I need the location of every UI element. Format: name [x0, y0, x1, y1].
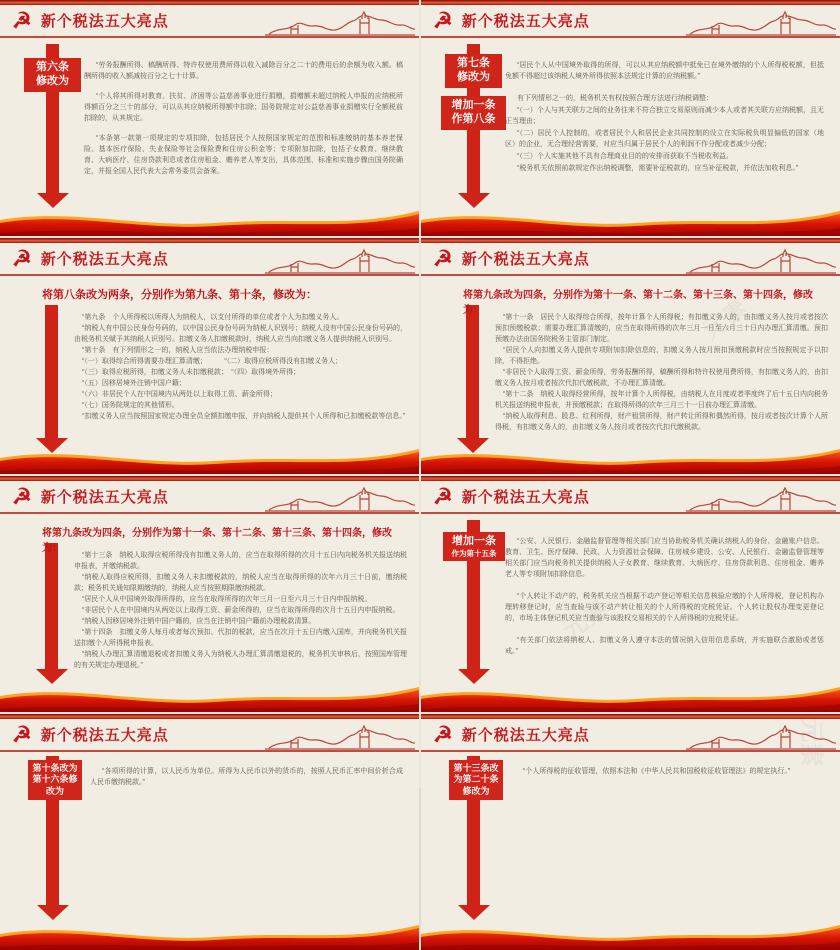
body-paragraph: “居民个人向扣缴义务人提供专项附加扣除信息的，扣缴义务人按月预扣预缴税款时应当按照规定予以扣除，不得拒绝。: [495, 347, 828, 365]
amendment-heading: 将第八条改为两条，分别作为第九条、第十条，修改为：: [42, 289, 317, 301]
party-emblem-icon: ☭: [12, 245, 32, 271]
body-paragraph: “个人将其所得对教育、扶贫、济困等公益慈善事业进行捐赠，捐赠额未超过纳税人申报的应纳税所得额百分之三十的部分，可以从其应纳税所得额中扣除；国务院规定对公益慈善事业捐赠实行全额税前扣除的，从其规定。: [84, 93, 403, 122]
great-wall-art-icon: [265, 245, 415, 275]
slide-thumbnail[interactable]: [0, 0, 419, 236]
slide-title: 新个税法五大亮点: [461, 489, 590, 506]
red-wave-ribbon: [421, 682, 840, 712]
slide-thumbnail[interactable]: [0, 714, 419, 950]
clause-label: 增加一条 作为第十五条: [443, 532, 505, 561]
clause-text: [74, 550, 407, 671]
body-paragraph: “（二）居民个人控制的，或者居民个人和居民企业共同控制的设立在实际税负明显偏低的国家（地区）的企业，无合理经营需要，对应当归属于居民个人的利润不作分配或者减少分配；: [505, 130, 824, 148]
body-paragraph: “扣缴义务人应当按照国家规定办理全员全额扣缴申报，并向纳税人提供其个人所得和已扣缴税款等信息。”: [82, 413, 406, 420]
amendment-heading: 将第九条改为四条，分别作为第十一条、第十二条、第十三条、第十四条，修改为：: [463, 290, 813, 316]
great-wall-art-icon: [686, 483, 836, 513]
amendment-heading: 将第九条改为四条，分别作为第十一条、第十二条、第十三条、第十四条，修改为：: [42, 528, 392, 554]
party-emblem-icon: ☭: [433, 483, 453, 509]
great-wall-art-icon: [686, 7, 836, 37]
body-paragraph: “非居民个人在中国境内从两处以上取得工资、薪金所得的，应当在取得所得的次月十五日内申报纳税。: [82, 607, 400, 614]
body-paragraph: “（一）取得综合所得需要办理汇算清缴； “（二）取得应税所得没有扣缴义务人；: [82, 358, 343, 365]
party-emblem-icon: ☭: [433, 245, 453, 271]
body-paragraph: “第十条 有下列情形之一的，纳税人应当依法办理纳税申报：: [82, 347, 274, 354]
body-paragraph: “居民个人从中国境外取得所得的，应当在取得所得的次年三月一日至六月三十日内申报纳税。: [82, 596, 372, 603]
slide-header: [421, 5, 840, 38]
body-paragraph: “各项所得的计算，以人民币为单位。所得为人民币以外的货币的，按照人民币汇率中间价折合成人民币缴纳税款。”: [90, 768, 403, 786]
body-paragraph: “（七）国务院规定的其他情形。: [82, 402, 179, 409]
great-wall-art-icon: [265, 721, 415, 751]
great-wall-art-icon: [265, 7, 415, 37]
slide-thumbnail[interactable]: [421, 714, 840, 950]
slide-thumbnail[interactable]: [0, 238, 419, 474]
party-emblem-icon: ☭: [12, 721, 32, 747]
slide-header: [421, 481, 840, 514]
party-emblem-icon: ☭: [12, 483, 32, 509]
body-paragraph: “居民个人从中国境外取得的所得，可以从其应纳税额中抵免已在境外缴纳的个人所得税税额，但抵免额不得超过该纳税人境外所得依照本法规定计算的应纳税额。”: [505, 62, 824, 80]
clause-label: 增加一条 作第八条: [441, 96, 506, 130]
party-emblem-icon: ☭: [12, 7, 32, 33]
slide-header: [0, 243, 419, 276]
body-paragraph: “第十三条 纳税人取得应税所得没有扣缴义务人的，应当在取得所得的次月十五日内向税务机关报送纳税申报表，并缴纳税款。: [74, 552, 407, 570]
body-paragraph: “（六）非居民个人在中国境内从两处以上取得工资、薪金所得；: [82, 391, 277, 398]
clause-label: 第十条改为 第十六条修 改为: [28, 760, 82, 800]
party-emblem-icon: ☭: [433, 721, 453, 747]
body-paragraph: “（三）取得应税所得，扣缴义务人未扣缴税款； “（四）取得境外所得；: [82, 369, 301, 376]
slide-title: 新个税法五大亮点: [40, 251, 169, 268]
body-paragraph: “纳税人因移居境外注销中国户籍的，应当在注销中国户籍前办理税款清算。: [82, 618, 316, 625]
great-wall-art-icon: [686, 721, 836, 751]
red-wave-ribbon: [421, 920, 840, 950]
slide-header: [421, 719, 840, 752]
body-paragraph: “纳税人有中国公民身份号码的，以中国公民身份号码为纳税人识别号；纳税人没有中国公民身份号码的，由税务机关赋予其纳税人识别号。扣缴义务人扣缴税款时，纳税人应当向扣缴义务人提供纳税人识别号。: [74, 325, 407, 343]
body-paragraph: “第九条 个人所得税以所得人为纳税人，以支付所得的单位或者个人为扣缴义务人。: [82, 314, 344, 321]
body-paragraph: “税务机关依照前款规定作出纳税调整，需要补征税款的，应当补征税款，并依法加收利息。”: [517, 165, 799, 172]
slide-thumbnail[interactable]: [421, 238, 840, 474]
body-paragraph: “纳税人取得应税所得，扣缴义务人未扣缴税款的，纳税人应当在取得所得的次年六月三十日前，缴纳税款；税务机关通知限期缴纳的，纳税人应当按照期限缴纳税款。: [74, 574, 407, 592]
slide-header: [0, 481, 419, 514]
red-wave-ribbon: [0, 444, 419, 474]
body-paragraph: “纳税人取得利息、股息、红利所得，财产租赁所得，财产转让所得和偶然所得，按月或者按次计算个人所得税，有扣缴义务人的，由扣缴义务人按月或者按次代扣代缴税款。: [495, 413, 828, 431]
red-wave-ribbon: [0, 206, 419, 236]
clause-label: 第十三条改 为第二十条 修改为: [449, 760, 503, 800]
body-paragraph: 有下列情形之一的，税务机关有权按照合理方法进行纳税调整：: [517, 95, 713, 102]
clause-text: [74, 312, 407, 422]
body-paragraph: “公安、人民银行、金融监督管理等相关部门应当协助税务机关确认纳税人的身份、金融账户信息。教育、卫生、医疗保障、民政、人力资源社会保障、住房城乡建设、公安、人民银行、金融监督管理等相关部门应当向税务机关提供纳税人子女教育、继续教育、大病医疗、住房贷款利息、住房租金、赡养老人等专项附加扣除信息。: [505, 538, 824, 578]
body-paragraph: “第十一条 居民个人取得综合所得，按年计算个人所得税；有扣缴义务人的，由扣缴义务人按月或者按次预扣预缴税款；需要办理汇算清缴的，应当在取得所得的次年三月一日至六月三十日内办理汇算清缴。预扣预缴办法由国务院税务主管部门制定。: [495, 314, 828, 343]
slide-header: [421, 243, 840, 276]
body-paragraph: “第十二条 纳税人取得经营所得，按年计算个人所得税，由纳税人在月度或者季度终了后十五日内向税务机关报送纳税申报表，并预缴税款；在取得所得的次年三月三十一日前办理汇算清缴。: [495, 391, 828, 409]
body-paragraph: “第十四条 扣缴义务人每月或者每次预扣、代扣的税款，应当在次月十五日内缴入国库，并向税务机关报送扣缴个人所得税申报表。: [74, 629, 407, 647]
slide-title: 新个税法五大亮点: [461, 251, 590, 268]
slide-thumbnail[interactable]: [421, 0, 840, 236]
red-wave-ribbon: [421, 444, 840, 474]
clause-text: [505, 536, 824, 668]
clause-label: 第六条 修改为: [24, 58, 81, 92]
slide-thumbnail[interactable]: [421, 476, 840, 712]
slide-header: [0, 719, 419, 752]
down-arrow-icon: [45, 305, 58, 439]
body-paragraph: “个人转让不动产的，税务机关应当根据不动产登记等相关信息核验应缴的个人所得税，登记机构办理转移登记时，应当查验与该不动产转让相关的个人所得税的完税凭证。个人转让股权办理变更登记的，市场主体登记机关应当查验与该股权交易相关的个人所得税的完税凭证。: [505, 593, 824, 622]
body-paragraph: “（一）个人与其关联方之间的业务往来不符合独立交易原则而减少本人或者其关联方应纳税额，且无正当理由；: [505, 107, 824, 125]
red-wave-ribbon: [421, 206, 840, 236]
body-paragraph: “纳税人办理汇算清缴退税或者扣缴义务人为纳税人办理汇算清缴退税的，税务机关审核后，按照国库管理的有关规定办理退税。”: [74, 651, 407, 669]
slide-title: 新个税法五大亮点: [40, 489, 169, 506]
body-paragraph: “非居民个人取得工资、薪金所得，劳务报酬所得，稿酬所得和特许权使用费所得，有扣缴义务人的，由扣缴义务人按月或者按次代扣代缴税款，不办理汇算清缴。: [495, 369, 828, 387]
slide-title: 新个税法五大亮点: [461, 727, 590, 744]
red-wave-ribbon: [0, 682, 419, 712]
body-paragraph: “有关部门依法将纳税人、扣缴义务人遵守本法的情况纳入信用信息系统，并实施联合激励或者惩戒。”: [505, 637, 824, 655]
party-emblem-icon: ☭: [433, 7, 453, 33]
clause-text: [84, 60, 403, 186]
great-wall-art-icon: [686, 245, 836, 275]
body-paragraph: “劳务报酬所得、稿酬所得、特许权使用费所得以收入减除百分之二十的费用后的余额为收入额。稿酬所得的收入额减按百分之七十计算。: [84, 62, 403, 80]
slide-thumbnail[interactable]: [0, 476, 419, 712]
clause-label: 第七条 修改为: [445, 54, 502, 88]
slide-title: 新个税法五大亮点: [461, 13, 590, 30]
slide-title: 新个税法五大亮点: [40, 13, 169, 30]
clause-text: [90, 766, 403, 788]
great-wall-art-icon: [265, 483, 415, 513]
down-arrow-icon: [466, 305, 479, 439]
body-paragraph: “（五）因移居境外注销中国户籍；: [82, 380, 186, 387]
clause-text: [511, 766, 824, 777]
slide-header: [0, 5, 419, 38]
body-paragraph: “本条第一款第一项规定的专项扣除，包括居民个人按照国家规定的范围和标准缴纳的基本养老保险、基本医疗保险、失业保险等社会保险费和住房公积金等；专项附加扣除，包括子女教育、继续教育、大病医疗、住房贷款利息或者住房租金、赡养老人等支出，具体范围、标准和实施步骤由国务院确定，并报全国人民代表大会常务委员会备案。: [84, 135, 403, 175]
red-wave-ribbon: [0, 920, 419, 950]
slide-title: 新个税法五大亮点: [40, 727, 169, 744]
body-paragraph: “（三）个人实施其他不具有合理商业目的的安排而获取不当税收利益。: [517, 153, 733, 160]
clause-text: [505, 60, 824, 175]
down-arrow-icon: [45, 543, 58, 670]
body-paragraph: “个人所得税的征收管理，依照本法和《中华人民共和国税收征收管理法》的规定执行。”: [523, 768, 791, 775]
clause-text: [495, 312, 828, 433]
